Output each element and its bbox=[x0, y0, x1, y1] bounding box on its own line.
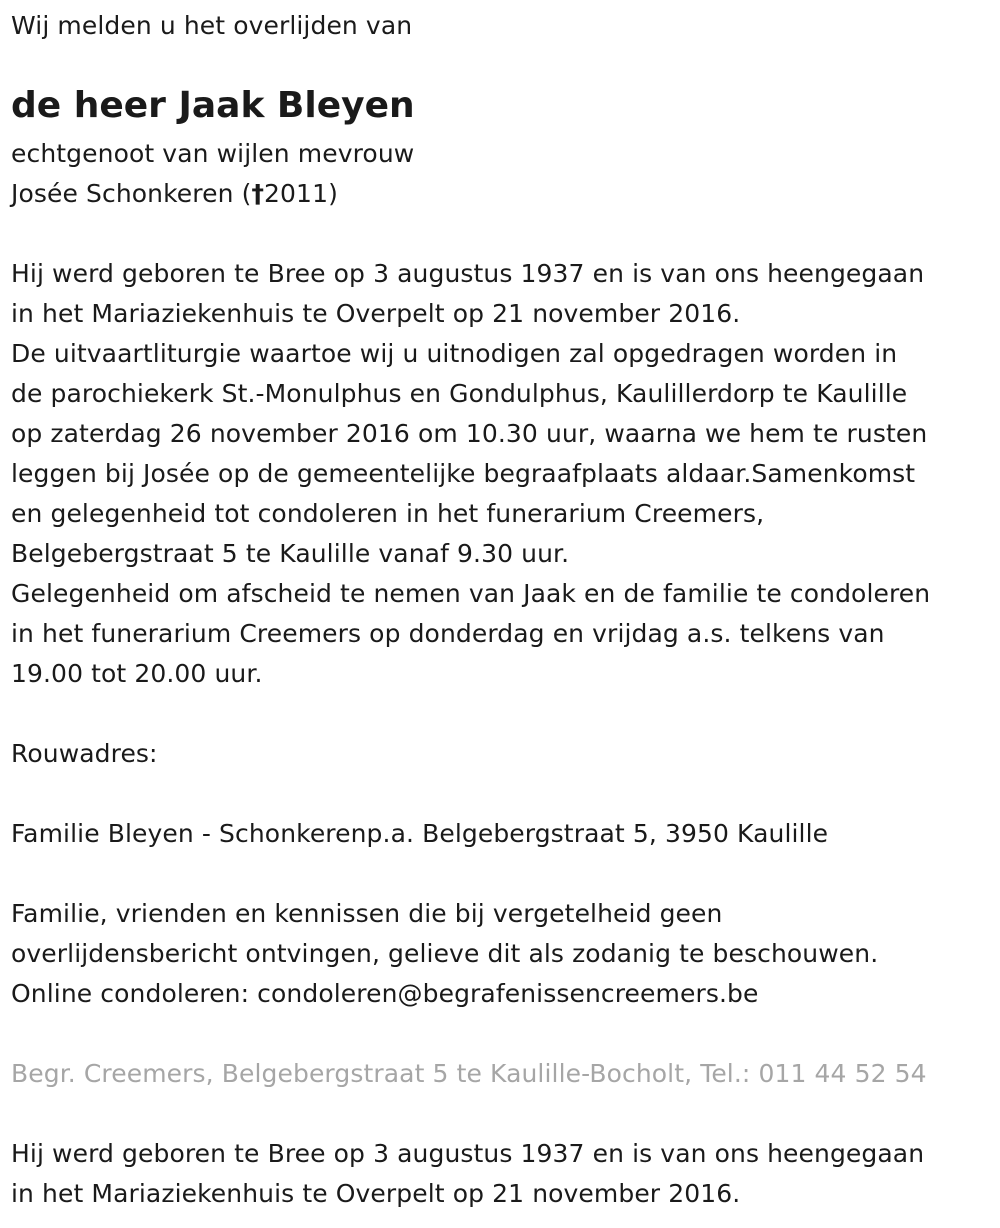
spouse-block bbox=[11, 134, 414, 214]
spouse-death-year: 2011) bbox=[264, 179, 338, 208]
repeated-birth-block bbox=[11, 1134, 924, 1214]
family-address: Familie Bleyen - Schonkerenp.a. Belgebergstraat 5, 3950 Kaulille bbox=[11, 819, 829, 848]
mourning-address-label: Rouwadres: bbox=[11, 739, 158, 768]
body-line: De uitvaartliturgie waartoe wij u uitnodigen zal opgedragen worden in bbox=[11, 339, 898, 368]
cross-icon: † bbox=[251, 179, 265, 208]
spouse-line-1: echtgenoot van wijlen mevrouw bbox=[11, 139, 415, 168]
family-address-block bbox=[11, 814, 828, 854]
funeral-details bbox=[11, 254, 930, 694]
body-line: Gelegenheid om afscheid te nemen van Jaak en de familie te condoleren bbox=[11, 579, 931, 608]
online-condolence-line: Online condoleren: condoleren@begrafenissencreemers.be bbox=[11, 979, 759, 1008]
spouse-line-2 bbox=[11, 174, 414, 214]
intro-text: Wij melden u het overlijden van bbox=[11, 11, 413, 40]
body-line: Belgebergstraat 5 te Kaulille vanaf 9.30 uur. bbox=[11, 539, 570, 568]
body-line: en gelegenheid tot condoleren in het funerarium Creemers, bbox=[11, 499, 765, 528]
notice-line: overlijdensbericht ontvingen, gelieve dit als zodanig te beschouwen. bbox=[11, 939, 879, 968]
spouse-name: Josée Schonkeren ( bbox=[11, 179, 252, 208]
body-line: op zaterdag 26 november 2016 om 10.30 uur, waarna we hem te rusten bbox=[11, 419, 928, 448]
repeat-line: in het Mariaziekenhuis te Overpelt op 21 november 2016. bbox=[11, 1179, 741, 1208]
notice-line: Familie, vrienden en kennissen die bij vergetelheid geen bbox=[11, 899, 723, 928]
body-line: Hij werd geboren te Bree op 3 augustus 1937 en is van ons heengegaan bbox=[11, 259, 925, 288]
undertaker-footer bbox=[11, 1054, 927, 1094]
body-line: de parochiekerk St.-Monulphus en Gondulphus, Kaulillerdorp te Kaulille bbox=[11, 379, 908, 408]
body-line: leggen bij Josée op de gemeentelijke begraafplaats aldaar.Samenkomst bbox=[11, 459, 916, 488]
body-line: in het Mariaziekenhuis te Overpelt op 21 november 2016. bbox=[11, 299, 741, 328]
repeat-line: Hij werd geboren te Bree op 3 augustus 1937 en is van ons heengegaan bbox=[11, 1139, 925, 1168]
body-line: 19.00 tot 20.00 uur. bbox=[11, 659, 263, 688]
deceased-name: de heer Jaak Bleyen bbox=[11, 85, 415, 126]
body-line: in het funerarium Creemers op donderdag en vrijdag a.s. telkens van bbox=[11, 619, 885, 648]
notice-block bbox=[11, 894, 878, 1014]
mourning-address-label-block bbox=[11, 734, 158, 774]
undertaker-info: Begr. Creemers, Belgebergstraat 5 te Kaulille-Bocholt, Tel.: 011 44 52 54 bbox=[11, 1059, 927, 1088]
